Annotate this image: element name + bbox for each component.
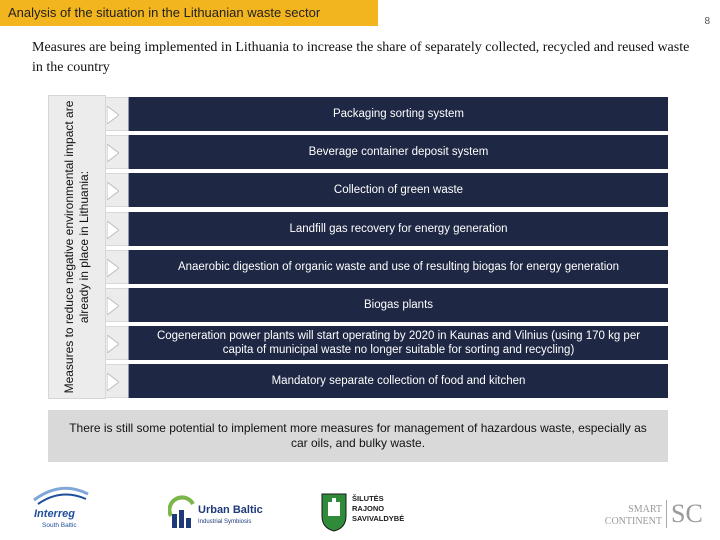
measure-row <box>106 326 668 364</box>
silute-name <box>352 494 404 524</box>
slide-title-bar <box>0 0 378 26</box>
chevron-right-icon <box>107 335 119 353</box>
measure-row <box>106 250 668 288</box>
measure-item: Packaging sorting system <box>128 97 668 131</box>
note-box <box>48 410 668 462</box>
arrow-cell <box>106 364 128 398</box>
measure-row <box>106 135 668 173</box>
measure-item: Biogas plants <box>128 288 668 322</box>
urban-baltic-logo <box>168 494 272 536</box>
chevron-right-icon <box>107 106 119 124</box>
chevron-right-icon <box>107 373 119 391</box>
measure-item: Beverage container deposit system <box>128 135 668 169</box>
measure-row <box>106 288 668 326</box>
chevron-right-icon <box>107 259 119 277</box>
interreg-sub: South Baltic <box>42 522 77 529</box>
note-text: There is still some potential to implement more measures for management of hazardous waste, especially as car oils, and bulky waste. <box>69 421 647 450</box>
chevron-right-icon <box>107 182 119 200</box>
side-label: Measures to reduce negative environmental impact are already in place in Lithuania: <box>62 100 91 394</box>
arrow-cell <box>106 250 128 284</box>
measure-item: Cogeneration power plants will start operating by 2020 in Kaunas and Vilnius (using 170 kg per capita of municipal waste no longer suitable for sorting and recycling) <box>128 326 668 360</box>
smart-continent-mark: SC <box>666 500 703 528</box>
chevron-right-icon <box>107 221 119 239</box>
measure-row <box>106 364 668 402</box>
silute-line1: ŠILUTĖS <box>352 494 384 503</box>
measure-list <box>106 97 668 403</box>
measure-row <box>106 97 668 135</box>
urban-baltic-mark-icon <box>168 494 196 530</box>
arrow-cell <box>106 212 128 246</box>
smart-continent-name <box>592 504 662 528</box>
chevron-right-icon <box>107 144 119 162</box>
silute-line3: SAVIVALDYBĖ <box>352 514 405 523</box>
measure-item: Anaerobic digestion of organic waste and use of resulting biogas for energy generation <box>128 250 668 284</box>
measure-item: Collection of green waste <box>128 173 668 207</box>
arrow-cell <box>106 326 128 360</box>
interreg-name: Interreg <box>34 508 75 520</box>
smart-line1: SMART <box>628 504 662 515</box>
measure-item: Landfill gas recovery for energy generation <box>128 212 668 246</box>
measure-row <box>106 212 668 250</box>
arrow-cell <box>106 97 128 131</box>
urban-baltic-sub: Industrial Symbiosis <box>198 519 252 525</box>
coat-of-arms-icon <box>320 492 348 532</box>
interreg-logo <box>32 484 90 536</box>
arrow-cell <box>106 288 128 322</box>
arrow-cell <box>106 173 128 207</box>
slide-title: Analysis of the situation in the Lithuanian waste sector <box>8 5 321 20</box>
smart-continent-logo <box>590 500 706 534</box>
footer-logos <box>0 470 720 540</box>
measure-row <box>106 173 668 211</box>
arrow-cell <box>106 135 128 169</box>
page-number: 8 <box>704 16 710 27</box>
urban-baltic-name: Urban Baltic <box>198 504 263 516</box>
silute-line2: RAJONO <box>352 504 385 513</box>
measure-item: Mandatory separate collection of food and kitchen <box>128 364 668 398</box>
slide-subtitle: Measures are being implemented in Lithuania to increase the share of separately collected, recycled and reused waste in the country <box>32 40 690 75</box>
silute-logo <box>320 492 432 538</box>
chevron-right-icon <box>107 297 119 315</box>
stars-icon <box>32 484 90 506</box>
smart-line2: CONTINENT <box>604 516 662 527</box>
